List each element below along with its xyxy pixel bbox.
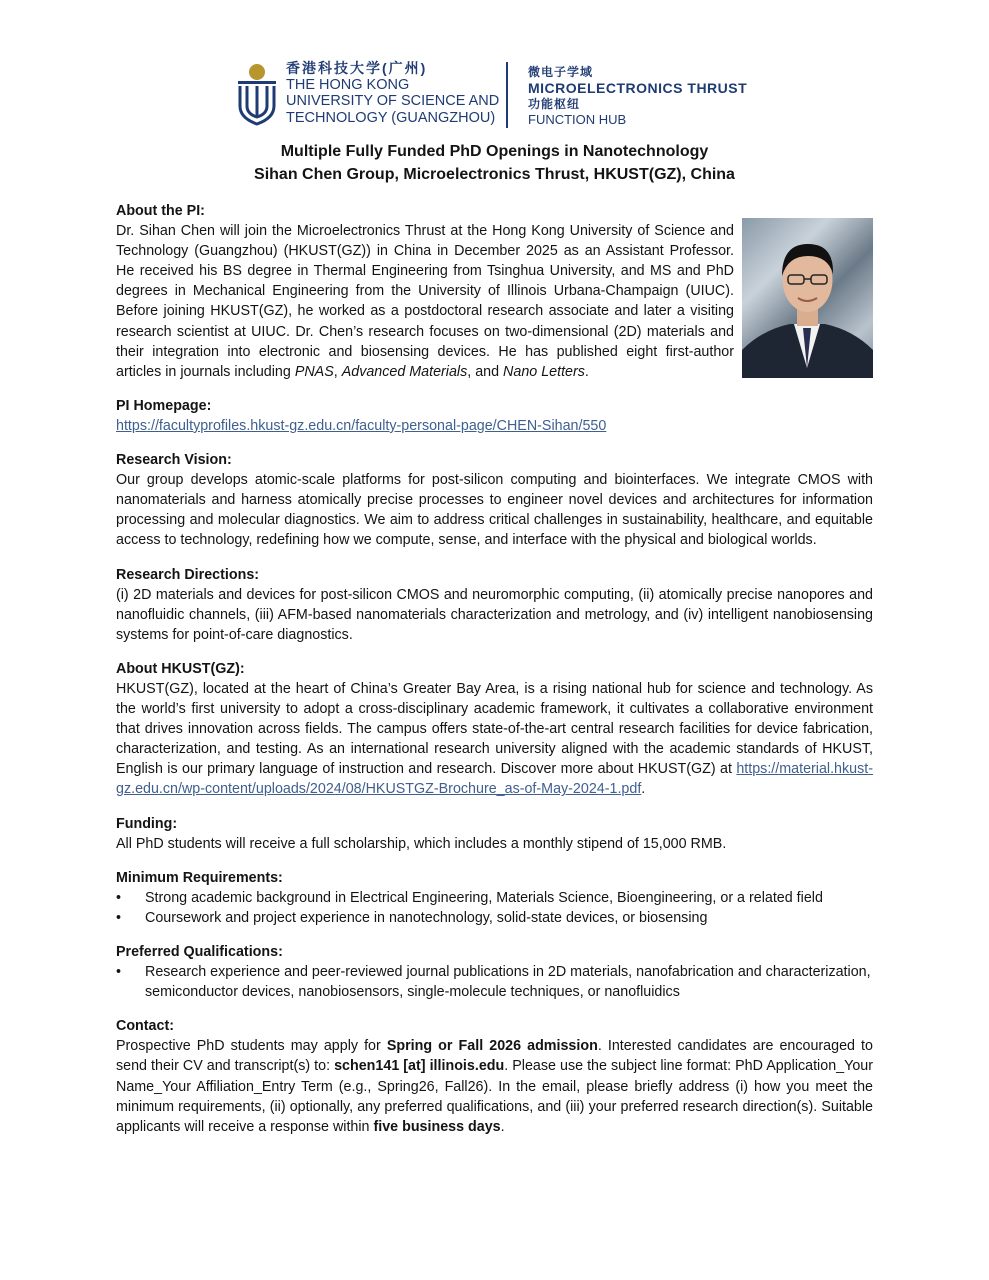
header-divider xyxy=(506,62,508,128)
period: . xyxy=(584,363,589,380)
contact-body: . Interested candidates are encouraged to send their CV and transcript(s) to: xyxy=(116,1038,873,1075)
hkust-emblem-icon xyxy=(236,62,278,128)
vision-section xyxy=(116,450,873,550)
university-name-line: UNIVERSITY OF SCIENCE AND xyxy=(286,93,500,109)
university-name xyxy=(286,60,499,126)
contact-email: schen141 [at] illinois.edu xyxy=(334,1058,505,1075)
contact-text xyxy=(116,1036,873,1136)
document-body xyxy=(116,201,873,1151)
list-item: • Strong academic background in Electrical Engineering, Materials Science, Bioengineering, or a related field xyxy=(116,888,873,908)
university-name-line: THE HONG KONG xyxy=(286,76,410,93)
vision-text: Our group develops atomic-scale platforms for post-silicon computing and biointerfaces. We integrate CMOS with nanomaterials and harness atomically precise processes to engineer novel devices and architectures for information processing and molecular diagnostics. We aim to address critical challenges in sustainability, healthcare, and equitable access to technology, redefining how we compute, sense, and interface with the physical and biological worlds. xyxy=(116,472,873,549)
page-title: Multiple Fully Funded PhD Openings in Nanotechnology xyxy=(280,143,709,160)
about-pi-body: Dr. Sihan Chen will join the Microelectronics Thrust at the Hong Kong University of Science and Technology (Guangzhou) (HKUST(GZ)) in China in December 2025 as an Assistant Professor. He received his BS degree in Thermal Engineering from Tsinghua University, and MS and PhD degrees in Mechanical Engineering from the University of Illinois Urbana-Champaign (UIUC). Before joining HKUST(GZ), he worked as a postdoctoral research associate and later a visiting research scientist at UIUC. Dr. Chen’s research focuses on two-dimensional (2D) materials and their integration into electronic and biosensing devices. He has published eight first-author articles in journals including xyxy=(116,223,734,380)
journal-name: Advanced Materials xyxy=(341,363,468,380)
pi-homepage-link[interactable]: https://facultyprofiles.hkust-gz.edu.cn/faculty-personal-page/CHEN-Sihan/550 xyxy=(116,417,607,434)
journal-name: PNAS xyxy=(294,363,334,380)
pi-portrait-photo xyxy=(742,218,873,378)
university-name-line: TECHNOLOGY (GUANGZHOU) xyxy=(286,109,496,126)
vision-heading: Research Vision: xyxy=(116,452,232,469)
about-hkust-body: HKUST(GZ), located at the heart of China’s Greater Bay Area, is a rising national hub for science and technology. As the world’s first university to adopt a cross-disciplinary academic framework, it cultivates a collaborative environment that drives innovation across fields. The campus offers state-of-the-art central research facilities for device fabrication, characterization, and testing. As an international research university aligned with the academic standards of HKUST, English is our primary language of instruction and research. Discover more about HKUST(GZ) at xyxy=(116,680,873,778)
directions-section xyxy=(116,565,873,645)
header-logos xyxy=(236,60,776,132)
about-hkust-section xyxy=(116,659,873,800)
thrust-name-en: MICROELECTRONICS THRUST xyxy=(528,80,748,96)
list-item: • Coursework and project experience in nanotechnology, solid-state devices, or biosensing xyxy=(116,908,873,928)
portrait-figure-icon xyxy=(742,218,873,378)
list-item: • Research experience and peer-reviewed journal publications in 2D materials, nanofabrication and characterization, semiconductor devices, nanobiosensors, single-molecule techniques, or nanofluidics xyxy=(116,962,873,1002)
about-hkust-heading: About HKUST(GZ): xyxy=(116,660,245,677)
contact-body: Prospective PhD students may apply for xyxy=(116,1038,387,1055)
separator: , and xyxy=(467,363,504,380)
preferred-heading: Preferred Qualifications: xyxy=(116,944,283,960)
hub-name-zh: 功能枢纽 xyxy=(528,97,581,111)
brochure-link[interactable]: https://material.hkust-gz.edu.cn/wp-content/uploads/2024/08/HKUSTGZ-Brochure_as-of-May-2024-1.pdf xyxy=(116,761,873,798)
university-name-zh: 香港科技大学(广州) xyxy=(286,60,428,76)
about-hkust-text xyxy=(116,679,873,800)
response-time: five business days xyxy=(373,1118,501,1135)
hub-name-en: FUNCTION HUB xyxy=(528,112,627,127)
contact-body: . Please use the subject line format: PhD Application_Your Name_Your Affiliation_Entry Term (e.g., Spring26, Fall26). In the email, please briefly address (i) how you meet the minimum requirements, (ii) optionally, any preferred qualifications, and (iii) your preferred research direction(s). Suitable applicants will receive a response within xyxy=(116,1058,873,1135)
min-requirements-heading: Minimum Requirements: xyxy=(116,869,283,886)
about-pi-section xyxy=(116,201,873,382)
about-pi-heading: About the PI: xyxy=(116,203,205,219)
funding-section xyxy=(116,814,873,854)
homepage-section xyxy=(116,396,873,436)
journal-name: Nano Letters xyxy=(503,363,585,380)
directions-heading: Research Directions: xyxy=(116,566,260,583)
thrust-name xyxy=(528,64,747,128)
min-requirements-list xyxy=(116,888,873,928)
contact-heading: Contact: xyxy=(116,1018,174,1035)
contact-section xyxy=(116,1016,873,1137)
separator: , xyxy=(333,363,342,380)
period: . xyxy=(641,781,646,798)
directions-text: (i) 2D materials and devices for post-silicon CMOS and neuromorphic computing, (ii) atomically precise nanopores and nanofluidic channels, (iii) AFM-based nanomaterials characterization and metrology, and (iv) intelligent nanobiosensing systems for point-of-care diagnostics. xyxy=(116,586,873,643)
funding-heading: Funding: xyxy=(116,815,178,832)
preferred-list xyxy=(116,962,873,1002)
page-subtitle: Sihan Chen Group, Microelectronics Thrust, HKUST(GZ), China xyxy=(254,166,735,183)
preferred-section xyxy=(116,942,873,1002)
thrust-name-zh: 微电子学域 xyxy=(528,65,594,79)
period: . xyxy=(500,1118,505,1135)
admission-term: Spring or Fall 2026 admission xyxy=(386,1038,598,1055)
funding-text: All PhD students will receive a full scholarship, which includes a monthly stipend of 15,000 RMB. xyxy=(116,835,727,852)
homepage-heading: PI Homepage: xyxy=(116,397,212,414)
min-requirements-section xyxy=(116,868,873,928)
